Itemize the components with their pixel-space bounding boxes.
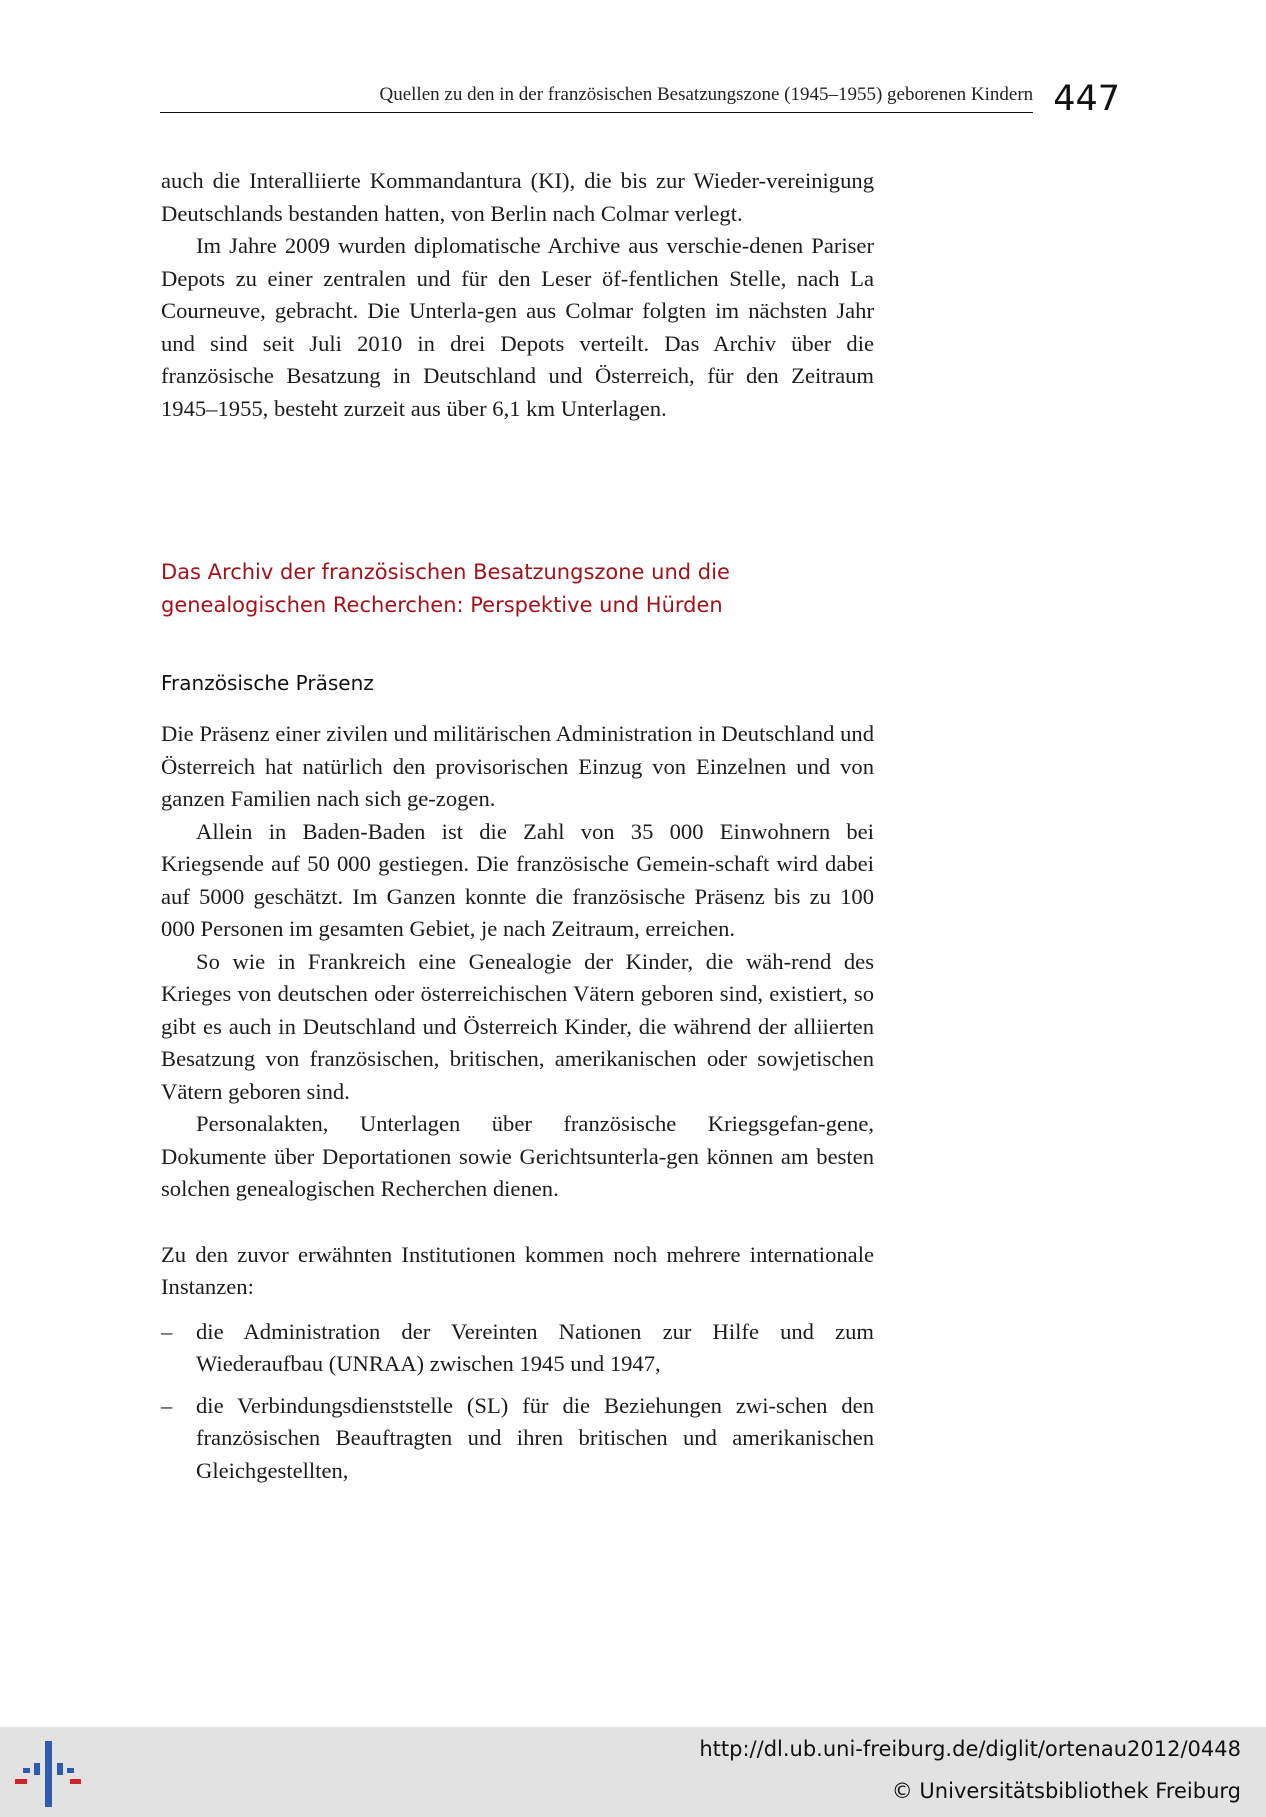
- paragraph: auch die Interalliierte Kommandantura (KI), die bis zur Wieder-vereinigung Deutschlands bestanden hatten, von Berlin nach Colmar verlegt.: [161, 168, 874, 226]
- page-header: [160, 78, 1120, 119]
- paragraph: Zu den zuvor erwähnten Institutionen kommen noch mehrere internationale Instanzen:: [161, 1241, 874, 1299]
- paragraph: Personalakten, Unterlagen über französische Kriegsgefan-gene, Dokumente über Deportationen sowie Gerichtsunterla-gen können am besten solchen genealogischen Recherchen dienen.: [161, 1111, 874, 1201]
- text-block-main: [161, 718, 874, 1496]
- text-block-top: [161, 165, 874, 425]
- paragraph: Im Jahre 2009 wurden diplomatische Archive aus verschie-denen Pariser Depots zu einer zentralen und für den Leser öf-fentlichen Stelle, nach La Courneuve, gebracht. Die Unterla-gen aus Colmar folgten im nächsten Jahr und sind seit Juli 2010 in drei Depots verteilt. Das Archiv über die französische Besatzung in Deutschland und Österreich, für den Zeitraum 1945–1955, besteht zurzeit aus über 6,1 km Unterlagen.: [161, 233, 874, 421]
- dash-marker: –: [161, 1392, 173, 1418]
- dash-marker: –: [161, 1318, 173, 1344]
- section-title: Das Archiv der französischen Besatzungszone und die genealogischen Recherchen: Perspektive und Hürden: [161, 560, 730, 617]
- list-item: [161, 1390, 874, 1488]
- ub-freiburg-logo-icon[interactable]: [15, 1741, 81, 1807]
- running-head: Quellen zu den in der französischen Besatzungszone (1945–1955) geborenen Kindern: [160, 84, 1033, 113]
- page-number: 447: [1053, 79, 1120, 119]
- paragraph: Allein in Baden-Baden ist die Zahl von 35 000 Einwohnern bei Kriegsende auf 50 000 gestiegen. Die französische Gemein-schaft wird dabei auf 5000 geschätzt. Im Ganzen konnte die französische Präsenz bis zu 100 000 Personen im gesamten Gebiet, je nach Zeitraum, erreichen.: [161, 818, 874, 941]
- source-url-link[interactable]: http://dl.ub.uni-freiburg.de/diglit/ortenau2012/0448: [699, 1737, 1241, 1761]
- footer-bar: [0, 1727, 1266, 1817]
- copyright-notice: © Universitätsbibliothek Freiburg: [891, 1779, 1241, 1803]
- bullet-list: [161, 1316, 874, 1488]
- list-item-text: die Administration der Vereinten Nationen zur Hilfe und zum Wiederaufbau (UNRAA) zwischen 1945 und 1947,: [196, 1318, 874, 1376]
- paragraph: So wie in Frankreich eine Genealogie der Kinder, die wäh-rend des Krieges von deutschen oder österreichischen Vätern geboren sind, existiert, so gibt es auch in Deutschland und Österreich Kinder, die während der alliierten Besatzung von französischen, britischen, amerikanischen oder sowjetischen Vätern geboren sind.: [161, 948, 874, 1104]
- paragraph: Die Präsenz einer zivilen und militärischen Administration in Deutschland und Österreich hat natürlich den provisorischen Einzug von Einzelnen und von ganzen Familien nach sich ge-zogen.: [161, 721, 874, 811]
- subsection-title: Französische Präsenz: [161, 671, 374, 695]
- list-item: [161, 1316, 874, 1381]
- list-item-text: die Verbindungsdienststelle (SL) für die Beziehungen zwi-schen den französischen Beauftragten und ihren britischen und amerikanischen Gleichgestellten,: [196, 1392, 874, 1483]
